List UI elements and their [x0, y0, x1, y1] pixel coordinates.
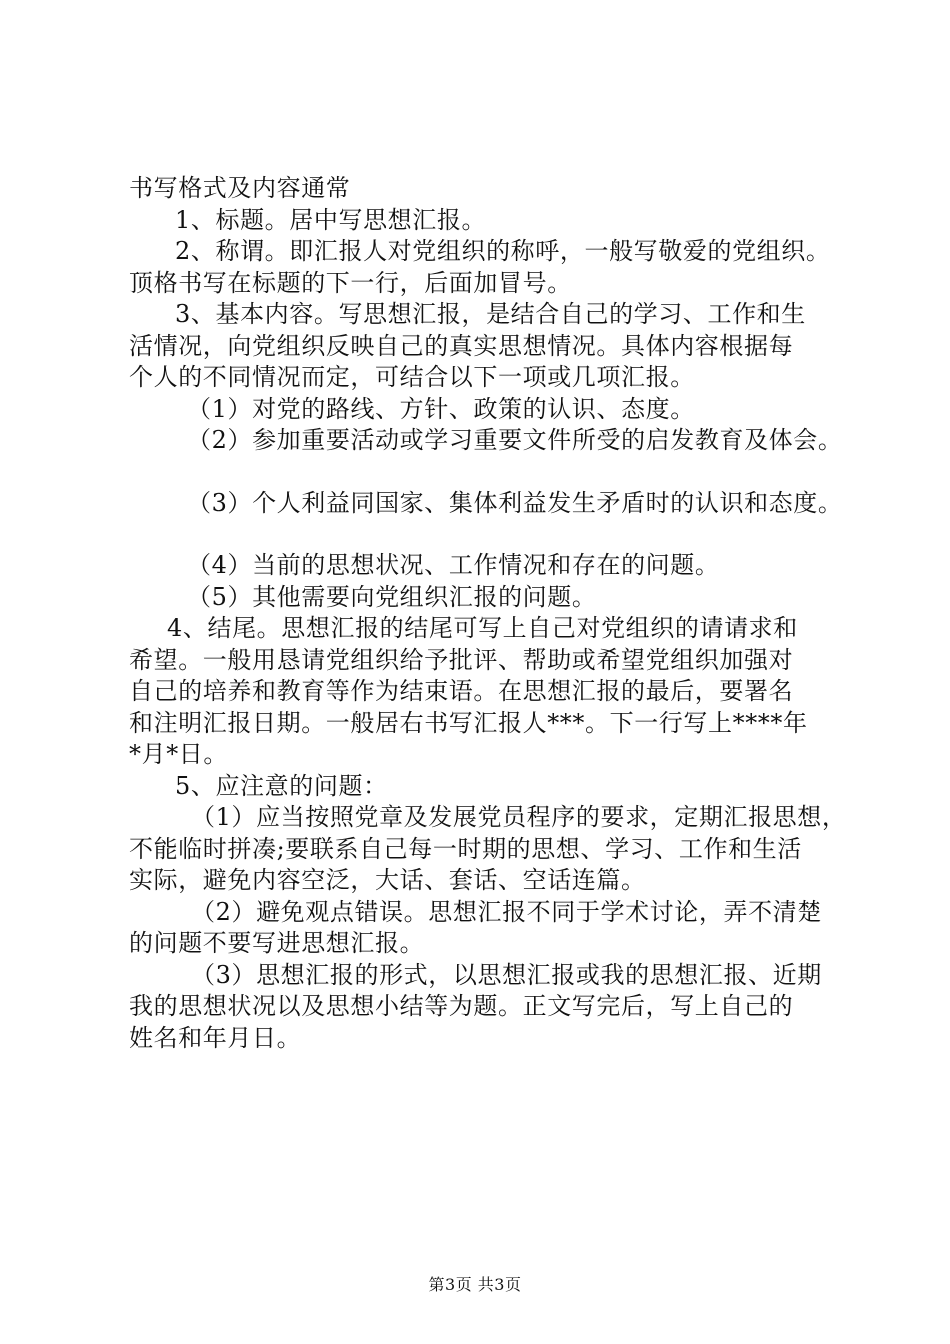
text-line: 5、应注意的问题： — [175, 771, 388, 800]
text-line: 我的思想状况以及思想小结等为题。正文写完后，写上自己的 — [129, 992, 794, 1020]
text-line: （2）参加重要活动或学习重要文件所受的启发教育及体会。 — [187, 426, 843, 454]
document-body — [129, 173, 849, 1054]
text-line: *月*日。 — [129, 740, 228, 768]
text-line: 活情况，向党组织反映自己的真实思想情况。具体内容根据每 — [129, 331, 794, 360]
text-line: 4、结尾。思想汇报的结尾可写上自己对党组织的请请求和 — [167, 614, 798, 642]
text-line: 3、基本内容。写思想汇报，是结合自己的学习、工作和生 — [175, 300, 806, 328]
text-line: （3）个人利益同国家、集体利益发生矛盾时的认识和态度。 — [187, 488, 843, 517]
text-line: 姓名和年月日。 — [129, 1023, 302, 1052]
text-line: 2、称谓。即汇报人对党组织的称呼，一般写敬爱的党组织。 — [175, 237, 831, 265]
text-line: 个人的不同情况而定，可结合以下一项或几项汇报。 — [129, 363, 695, 391]
text-line: 实际，避免内容空泛，大话、套话、空话连篇。 — [129, 866, 646, 894]
text-line: （5）其他需要向党组织汇报的问题。 — [187, 582, 597, 611]
text-line: （2）避免观点错误。思想汇报不同于学术讨论，弄不清楚 — [191, 897, 822, 926]
text-line: 书写格式及内容通常 — [129, 174, 351, 202]
text-line: （1）应当按照党章及发展党员程序的要求，定期汇报思想， — [191, 803, 847, 831]
text-line: 自己的培养和教育等作为结束语。在思想汇报的最后，要署名 — [129, 677, 794, 705]
text-line: 的问题不要写进思想汇报。 — [129, 929, 425, 957]
text-line: 1、标题。居中写思想汇报。 — [175, 205, 487, 234]
text-line: 希望。一般用恳请党组织给予批评、帮助或希望党组织加强对 — [129, 645, 794, 674]
text-line: 顶格书写在标题的下一行，后面加冒号。 — [129, 268, 572, 297]
text-line: 不能临时拼凑;要联系自己每一时期的思想、学习、工作和生活 — [129, 834, 802, 863]
text-line: 和注明汇报日期。一般居右书写汇报人***。下一行写上****年 — [129, 708, 808, 737]
text-line: （1）对党的路线、方针、政策的认识、态度。 — [187, 394, 695, 423]
page-number-footer: 第3页 共3页 — [428, 1275, 522, 1294]
text-line: （3）思想汇报的形式，以思想汇报或我的思想汇报、近期 — [191, 960, 822, 989]
text-line: （4）当前的思想状况、工作情况和存在的问题。 — [187, 551, 720, 579]
